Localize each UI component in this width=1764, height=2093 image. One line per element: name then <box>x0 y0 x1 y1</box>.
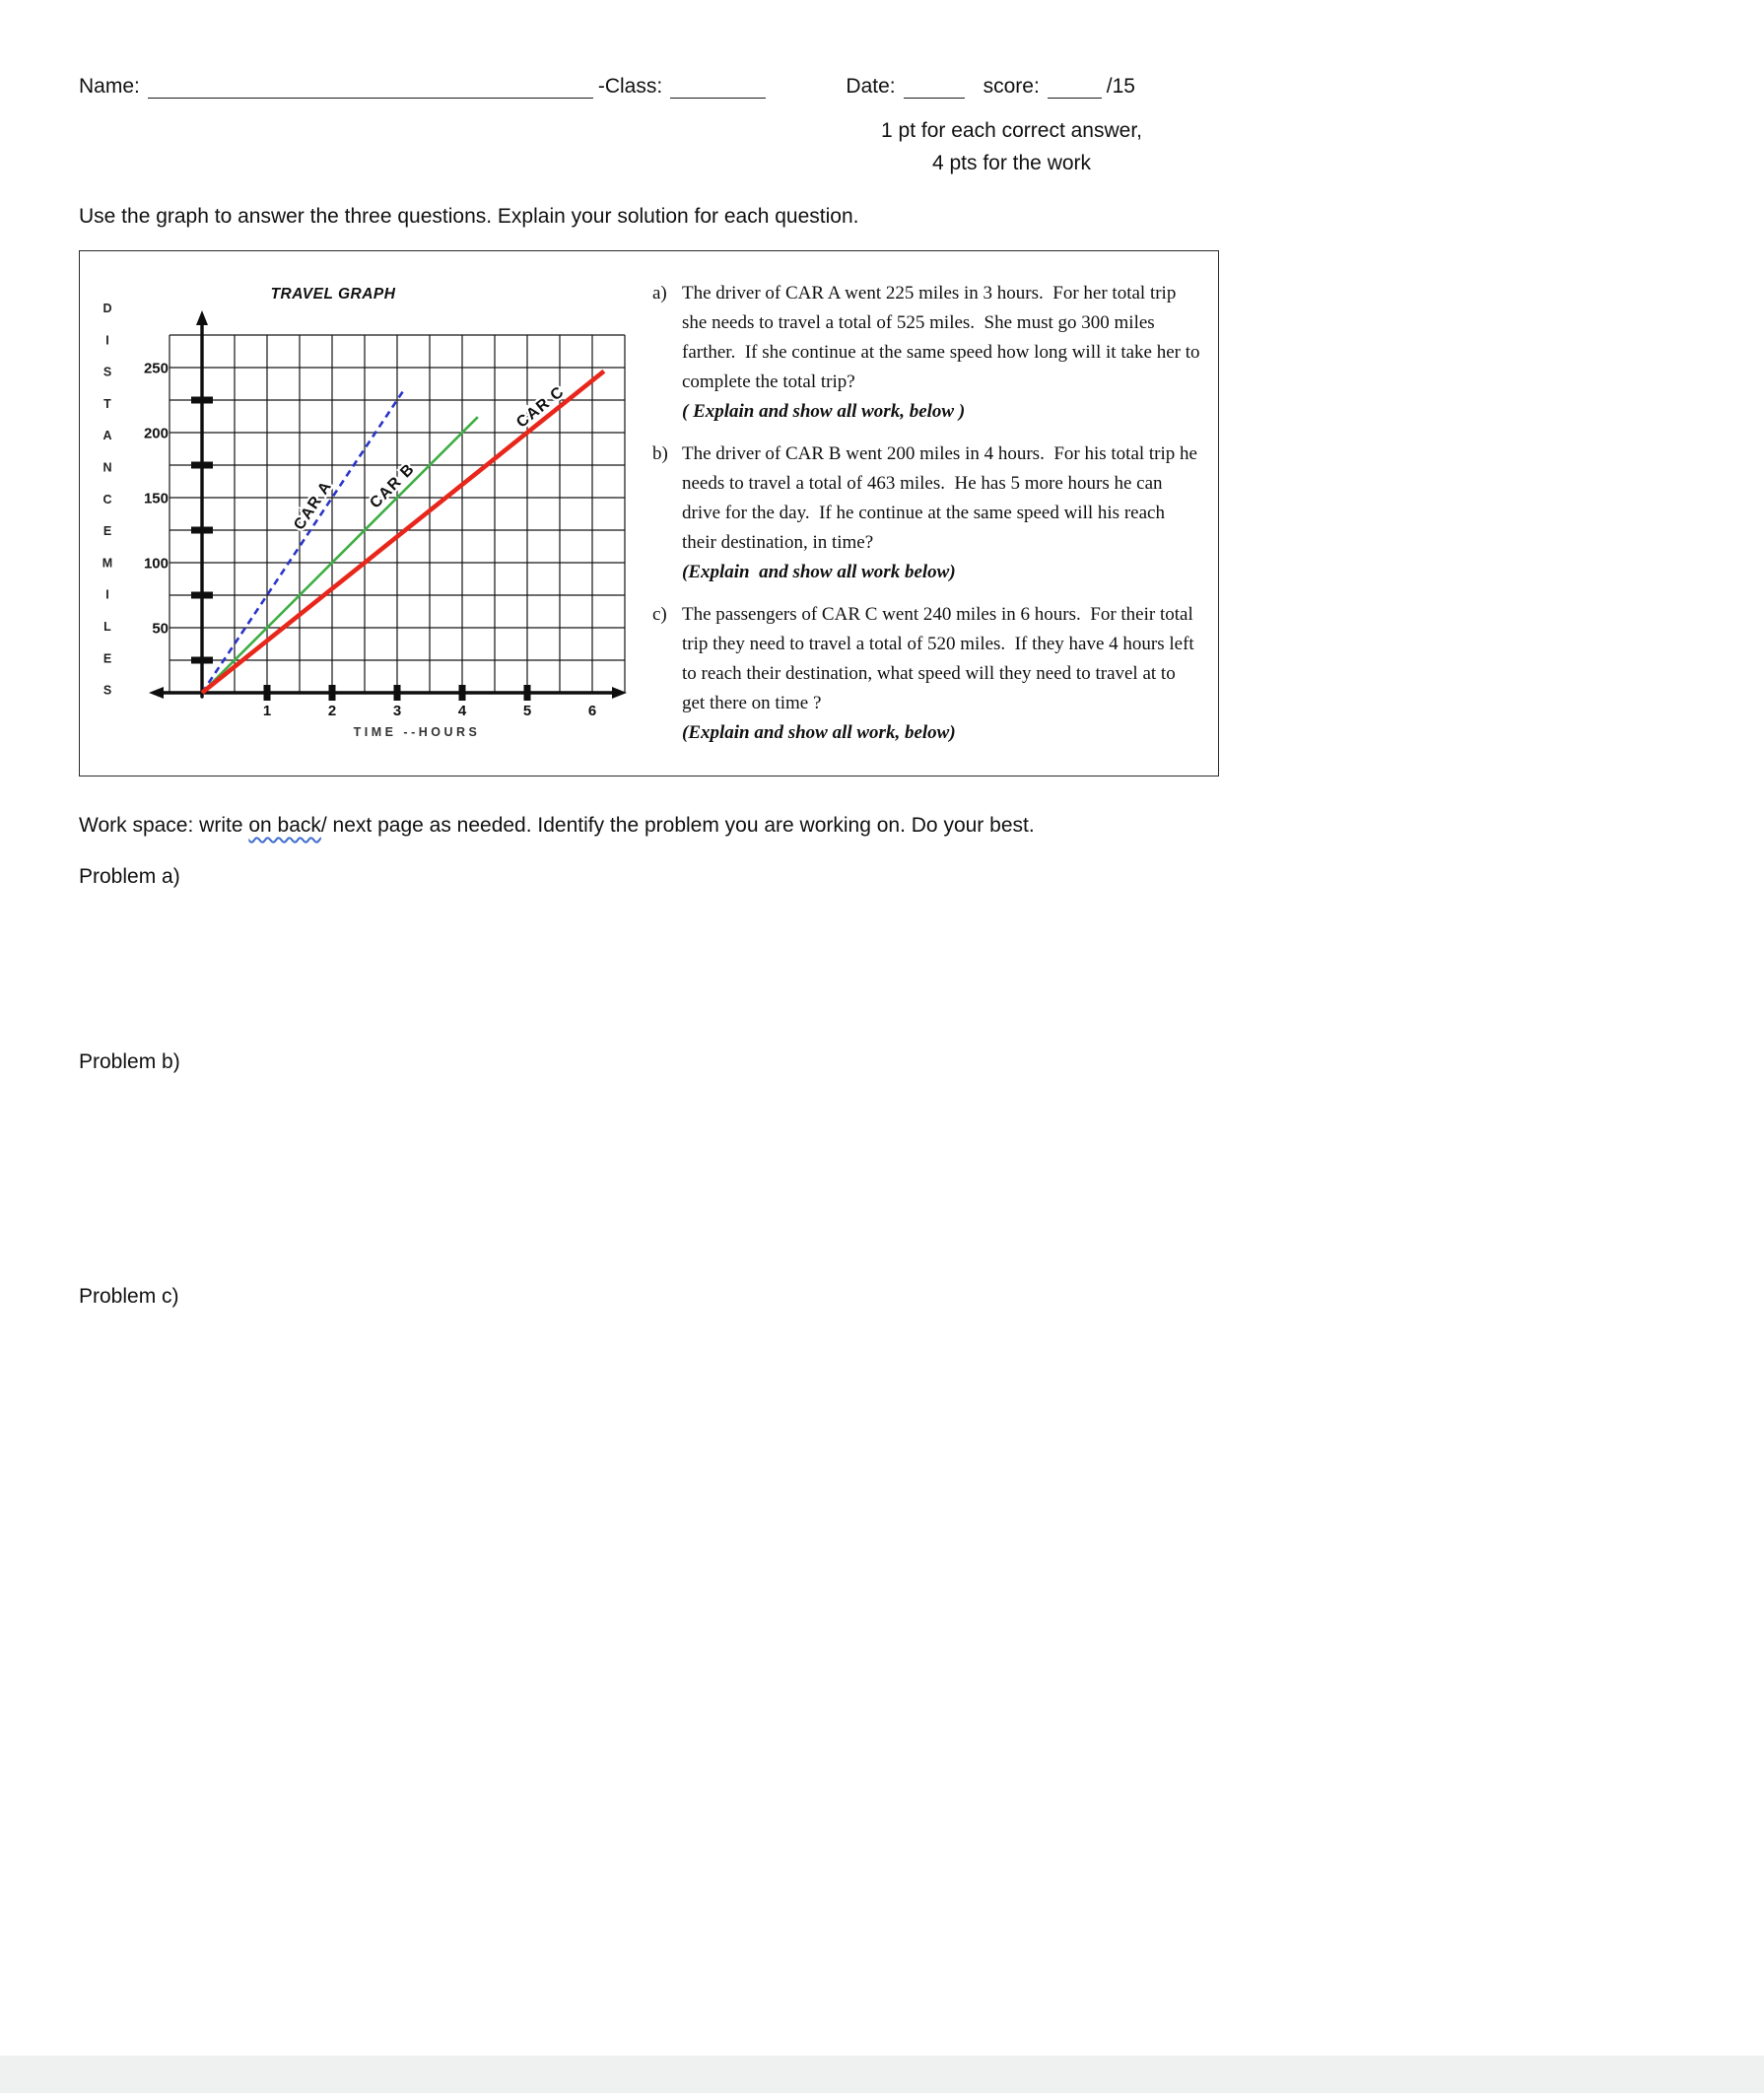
y-axis-label-letter: C <box>102 492 112 506</box>
x-tick-label: 6 <box>587 703 597 719</box>
question-a-emphasis: ( Explain and show all work, below ) <box>682 401 966 423</box>
series-line-car-c <box>202 371 604 693</box>
series-label-car-a: CAR A <box>291 478 336 534</box>
instructions-text: Use the graph to answer the three questions. Explain your solution for each question. <box>79 205 859 228</box>
x-tick-label: 1 <box>262 703 272 719</box>
problem-a-heading: Problem a) <box>79 865 180 888</box>
y-tick-label: 100 <box>143 555 169 573</box>
x-axis-label: TIME --HOURS <box>353 725 481 739</box>
workspace-instructions <box>79 814 1219 838</box>
score-label: score: <box>983 75 1040 98</box>
question-b-label: b) <box>652 443 668 465</box>
series-label-car-c: CAR C <box>513 383 569 432</box>
graph-layers <box>102 302 627 719</box>
x-axis-arrow-left <box>149 687 164 699</box>
workspace-text-suffix: / next page as needed. Identify the problem you are working on. Do your best. <box>320 814 1035 837</box>
question-c <box>652 600 1202 748</box>
class-blank-line <box>670 77 766 99</box>
x-tick-label: 4 <box>457 703 467 719</box>
y-tick-label: 200 <box>143 425 169 442</box>
name-label: Name: <box>79 75 140 98</box>
problem-b-heading: Problem b) <box>79 1050 180 1073</box>
travel-graph-svg <box>92 269 629 759</box>
question-c-text: The passengers of CAR C went 240 miles in 6 hours. For their total trip they need to travel a total of 520 miles. If they have 4 hours left to reach their destination, what speed will they need to travel at to get there on time ? <box>682 604 1199 714</box>
question-b-text: The driver of CAR B went 200 miles in 4 hours. For his total trip he needs to travel a total of 463 miles. He has 5 more hours he can drive for the day. If he continue at the same speed will his reach their destination, in time? <box>682 443 1202 554</box>
date-blank-line <box>904 77 965 99</box>
y-axis-label-letter: N <box>102 460 112 475</box>
y-axis-label-letter: T <box>103 396 111 411</box>
y-tick-label: 250 <box>143 360 169 377</box>
header-row <box>79 75 1219 99</box>
y-axis-label-letter: S <box>102 365 112 379</box>
questions-column <box>652 269 1208 761</box>
y-axis-label-letter: E <box>102 651 112 666</box>
y-axis-label-letter: E <box>102 524 112 539</box>
y-axis-label-letter: L <box>103 620 111 634</box>
workspace-text-prefix: Work space: write <box>79 814 249 837</box>
y-axis-arrow <box>196 310 208 325</box>
date-label: Date: <box>846 75 896 98</box>
page-bottom-strip <box>0 2056 1764 2093</box>
x-tick-label: 5 <box>522 703 532 719</box>
question-c-body <box>682 600 1202 748</box>
graph-questions-box <box>79 250 1219 776</box>
series-line-car-a <box>202 391 403 693</box>
x-tick-label: 3 <box>392 703 402 719</box>
y-axis-label-letter: S <box>102 683 112 698</box>
grading-note-line-1: 1 pt for each correct answer, <box>881 119 1142 142</box>
score-total: /15 <box>1106 75 1135 98</box>
worksheet-page <box>79 75 1219 1309</box>
problem-c-heading: Problem c) <box>79 1285 179 1308</box>
question-b-body <box>682 439 1202 587</box>
question-a-label: a) <box>652 283 667 304</box>
class-label: -Class: <box>597 75 663 98</box>
series-label-car-b: CAR B <box>367 460 419 512</box>
travel-graph <box>92 269 629 764</box>
question-b <box>652 439 1202 587</box>
question-c-emphasis: (Explain and show all work, below) <box>682 722 956 744</box>
name-blank-line <box>148 77 593 99</box>
y-axis-label-letter: D <box>102 302 112 315</box>
question-a <box>652 279 1205 427</box>
y-axis-label-letter: M <box>102 556 113 571</box>
workspace-text-underlined: on back <box>248 814 321 837</box>
grading-note-line-2: 4 pts for the work <box>931 152 1092 174</box>
graph-title: TRAVEL GRAPH <box>270 286 396 303</box>
y-axis-label-letter: I <box>105 333 109 348</box>
question-c-label: c) <box>652 604 667 626</box>
x-tick-label: 2 <box>327 703 337 719</box>
series-line-car-b <box>202 417 478 693</box>
y-axis-label-letter: I <box>105 587 109 602</box>
question-b-emphasis: (Explain and show all work below) <box>682 562 956 583</box>
score-blank-line <box>1048 77 1102 99</box>
y-tick-label: 150 <box>143 490 169 507</box>
grading-note <box>881 114 1142 179</box>
y-axis-label-letter: A <box>102 429 112 443</box>
question-a-text: The driver of CAR A went 225 miles in 3 hours. For her total trip she needs to travel a total of 525 miles. She must go 300 miles farther. If she continue at the same speed how long will it take her to complete the total trip? <box>682 283 1205 393</box>
question-a-body <box>682 279 1205 427</box>
y-tick-label: 50 <box>152 620 169 638</box>
